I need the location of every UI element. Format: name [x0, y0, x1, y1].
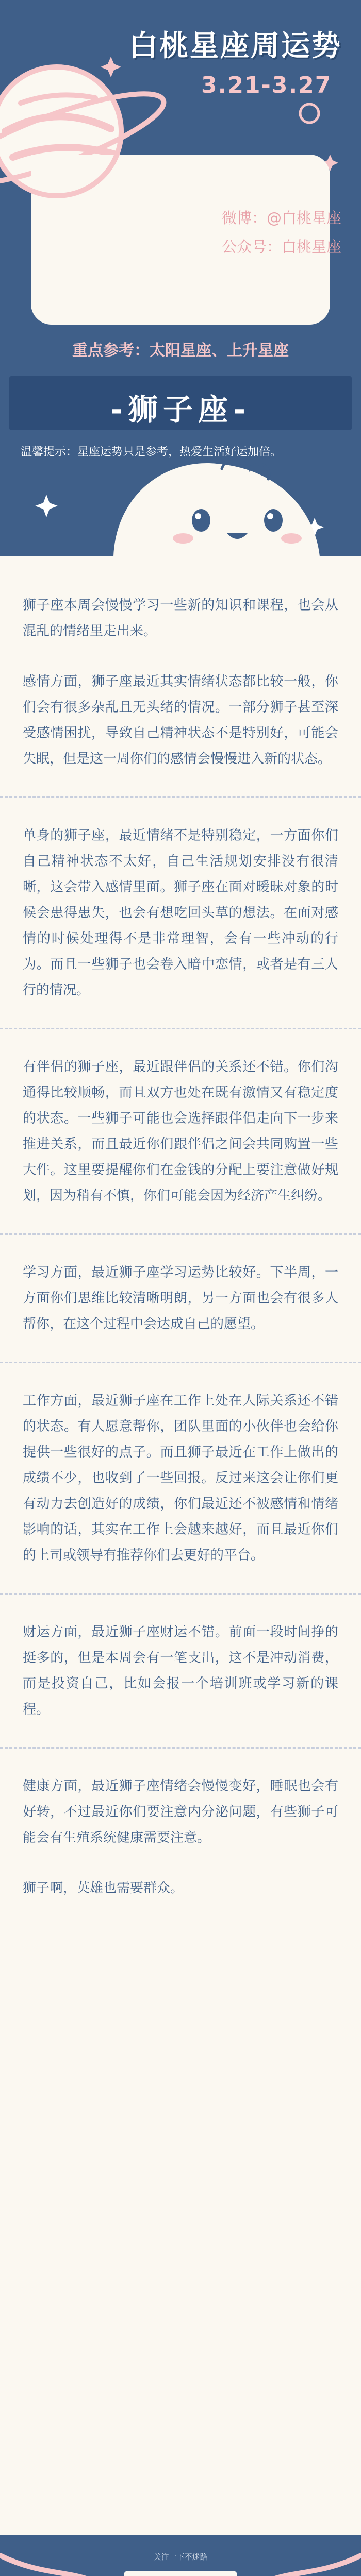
zodiac-sign: -狮子座- [110, 392, 251, 427]
bubble-icon [300, 104, 319, 123]
divider [0, 1233, 361, 1235]
wechat-account: 公众号：白桃星座 [222, 238, 342, 256]
weibo-account: 微博：@白桃星座 [222, 209, 342, 227]
page-title: 白桃星座周运势 [129, 29, 342, 63]
paragraph-couple: 有伴侣的狮子座，最近跟伴侣的关系还不错。你们沟通得比较顺畅，而且双方也处在既有激情又有稳定度的状态。一些狮子可能也会选择跟伴侣走向下一步来推进关系，而且最近你们跟伴侣之间会共同购置一些大件。这里要提醒你们在金钱的分配上要注意做好规划，因为稍有不慎，你们可能会因为经济产生纠纷。 [23, 1059, 338, 1204]
qr-code[interactable] [124, 2571, 237, 2576]
date-range: 3.21-3.27 [201, 72, 332, 98]
cloud-mascot-icon [113, 457, 320, 557]
qr-hint: 关注一下不迷路 [153, 2552, 208, 2562]
paragraph-single: 单身的狮子座，最近情绪不是特别稳定，一方面你们自己精神状态不太好，自己生活规划安排没有很清晰，这会带入感情里面。狮子座在面对暧昧对象的时候会患得患失，也会有想吃回头草的想法。在面对感情的时候处理得不是非常理智，会有一些冲动的行为。而且一些狮子也会卷入暗中恋情，或者是有三人行的情况。 [23, 828, 338, 998]
divider [0, 1747, 361, 1749]
divider [0, 1593, 361, 1595]
divider [0, 1362, 361, 1363]
paragraph-closing: 狮子啊，英雄也需要群众。 [23, 1880, 184, 1896]
header-banner [0, 0, 361, 556]
paragraph-study: 学习方面，最近狮子座学习运势比较好。下半周，一方面你们思维比较清晰明朗，另一方面也会有很多人帮你，在这个过程中会达成自己的愿望。 [23, 1265, 338, 1332]
paragraph-love: 感情方面，狮子座最近其实情绪状态都比较一般，你们会有很多杂乱且无头绪的情况。一部分狮子甚至深受感情困扰，导致自己精神状态不是特别好，可能会失眠，但是这一周你们的感情会慢慢进入新的状态。 [23, 674, 338, 767]
qr-code-icon [124, 2571, 237, 2576]
paragraph-health: 健康方面，最近狮子座情绪会慢慢变好，睡眠也会有好转，不过最近你们要注意内分泌问题，有些狮子可能会有生殖系统健康需要注意。 [23, 1778, 338, 1845]
tip-text: 温馨提示：星座运势只是参考，热爱生活好运加倍。 [21, 446, 282, 459]
paragraph-intro: 狮子座本周会慢慢学习一些新的知识和课程，也会从混乱的情绪里走出来。 [23, 598, 338, 639]
focus-note: 重点参考：太阳星座、上升星座 [72, 342, 289, 360]
divider [0, 796, 361, 798]
paragraph-wealth: 财运方面，最近狮子座财运不错。前面一段时间挣的挺多的，但是本周会有一笔支出，这不是冲动消费，而是投资自己，比如会报一个培训班或学习新的课程。 [23, 1624, 338, 1717]
horoscope-content [23, 592, 338, 1926]
social-accounts [222, 204, 341, 261]
divider [0, 1028, 361, 1029]
paragraph-work: 工作方面，最近狮子座在工作上处在人际关系还不错的状态。有人愿意帮你，团队里面的小伙伴也会给你提供一些很好的点子。而且狮子最近在工作上做出的成绩不少，也收到了一些回报。反过来这会让你们更有动力去创造好的成绩，你们最近还不被感情和情绪影响的话，其实在工作上会越来越好，而且最近你们的上司或领导有推荐你们去更好的平台。 [23, 1393, 338, 1563]
